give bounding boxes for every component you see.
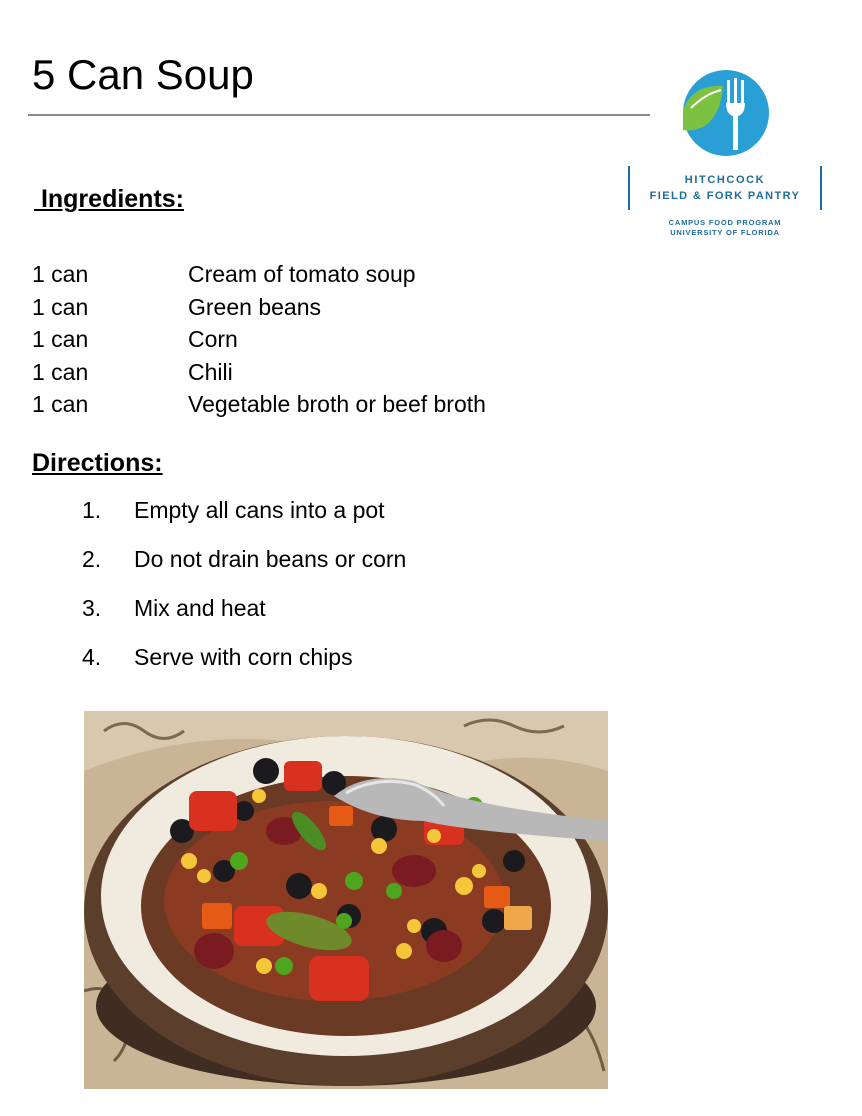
ingredient-row [32,356,486,389]
direction-step [82,494,406,543]
ingredients-list [32,258,486,421]
ingredient-item: Green beans [188,293,321,320]
direction-step [82,543,406,592]
step-text: Empty all cans into a pot [134,497,385,523]
directions-heading: Directions: [32,449,163,477]
logo-divider-left [628,166,630,210]
direction-step [82,592,406,641]
step-text: Do not drain beans or corn [134,546,407,572]
ingredient-row [32,258,486,291]
directions-list [82,494,406,690]
step-number: 1. [82,497,102,523]
step-number: 3. [82,595,102,621]
logo-divider-right [820,166,822,210]
logo-name-line2: FIELD & FORK PANTRY [649,190,801,202]
ingredient-row [32,388,486,421]
ingredient-row [32,323,486,356]
ingredient-item: Cream of tomato soup [188,261,416,287]
direction-step [82,641,406,690]
step-text: Mix and heat [134,595,266,621]
title-divider [28,114,650,116]
ingredients-heading: Ingredients: [34,185,185,213]
step-text: Serve with corn chips [134,644,353,670]
soup-bowl-photo [84,711,608,1089]
logo-sub-line2: UNIVERSITY OF FLORIDA [670,228,780,237]
pantry-logo [626,70,824,242]
ingredient-qty: 1 can [32,293,89,320]
logo-sub-line1: CAMPUS FOOD PROGRAM [668,218,782,227]
ingredient-qty: 1 can [32,326,89,352]
page-title: 5 Can Soup [32,51,254,98]
ingredient-row [32,291,486,324]
ingredient-item: Vegetable broth or beef broth [188,391,486,417]
step-number: 2. [82,546,102,572]
ingredient-qty: 1 can [32,358,89,385]
ingredient-item: Corn [188,326,238,352]
logo-name-line1: HITCHCOCK [684,174,766,186]
ingredient-qty: 1 can [32,391,89,417]
step-number: 4. [82,644,102,670]
ingredient-item: Chili [188,358,233,385]
fork-leaf-logo-icon [683,70,769,156]
ingredient-qty: 1 can [32,261,89,287]
